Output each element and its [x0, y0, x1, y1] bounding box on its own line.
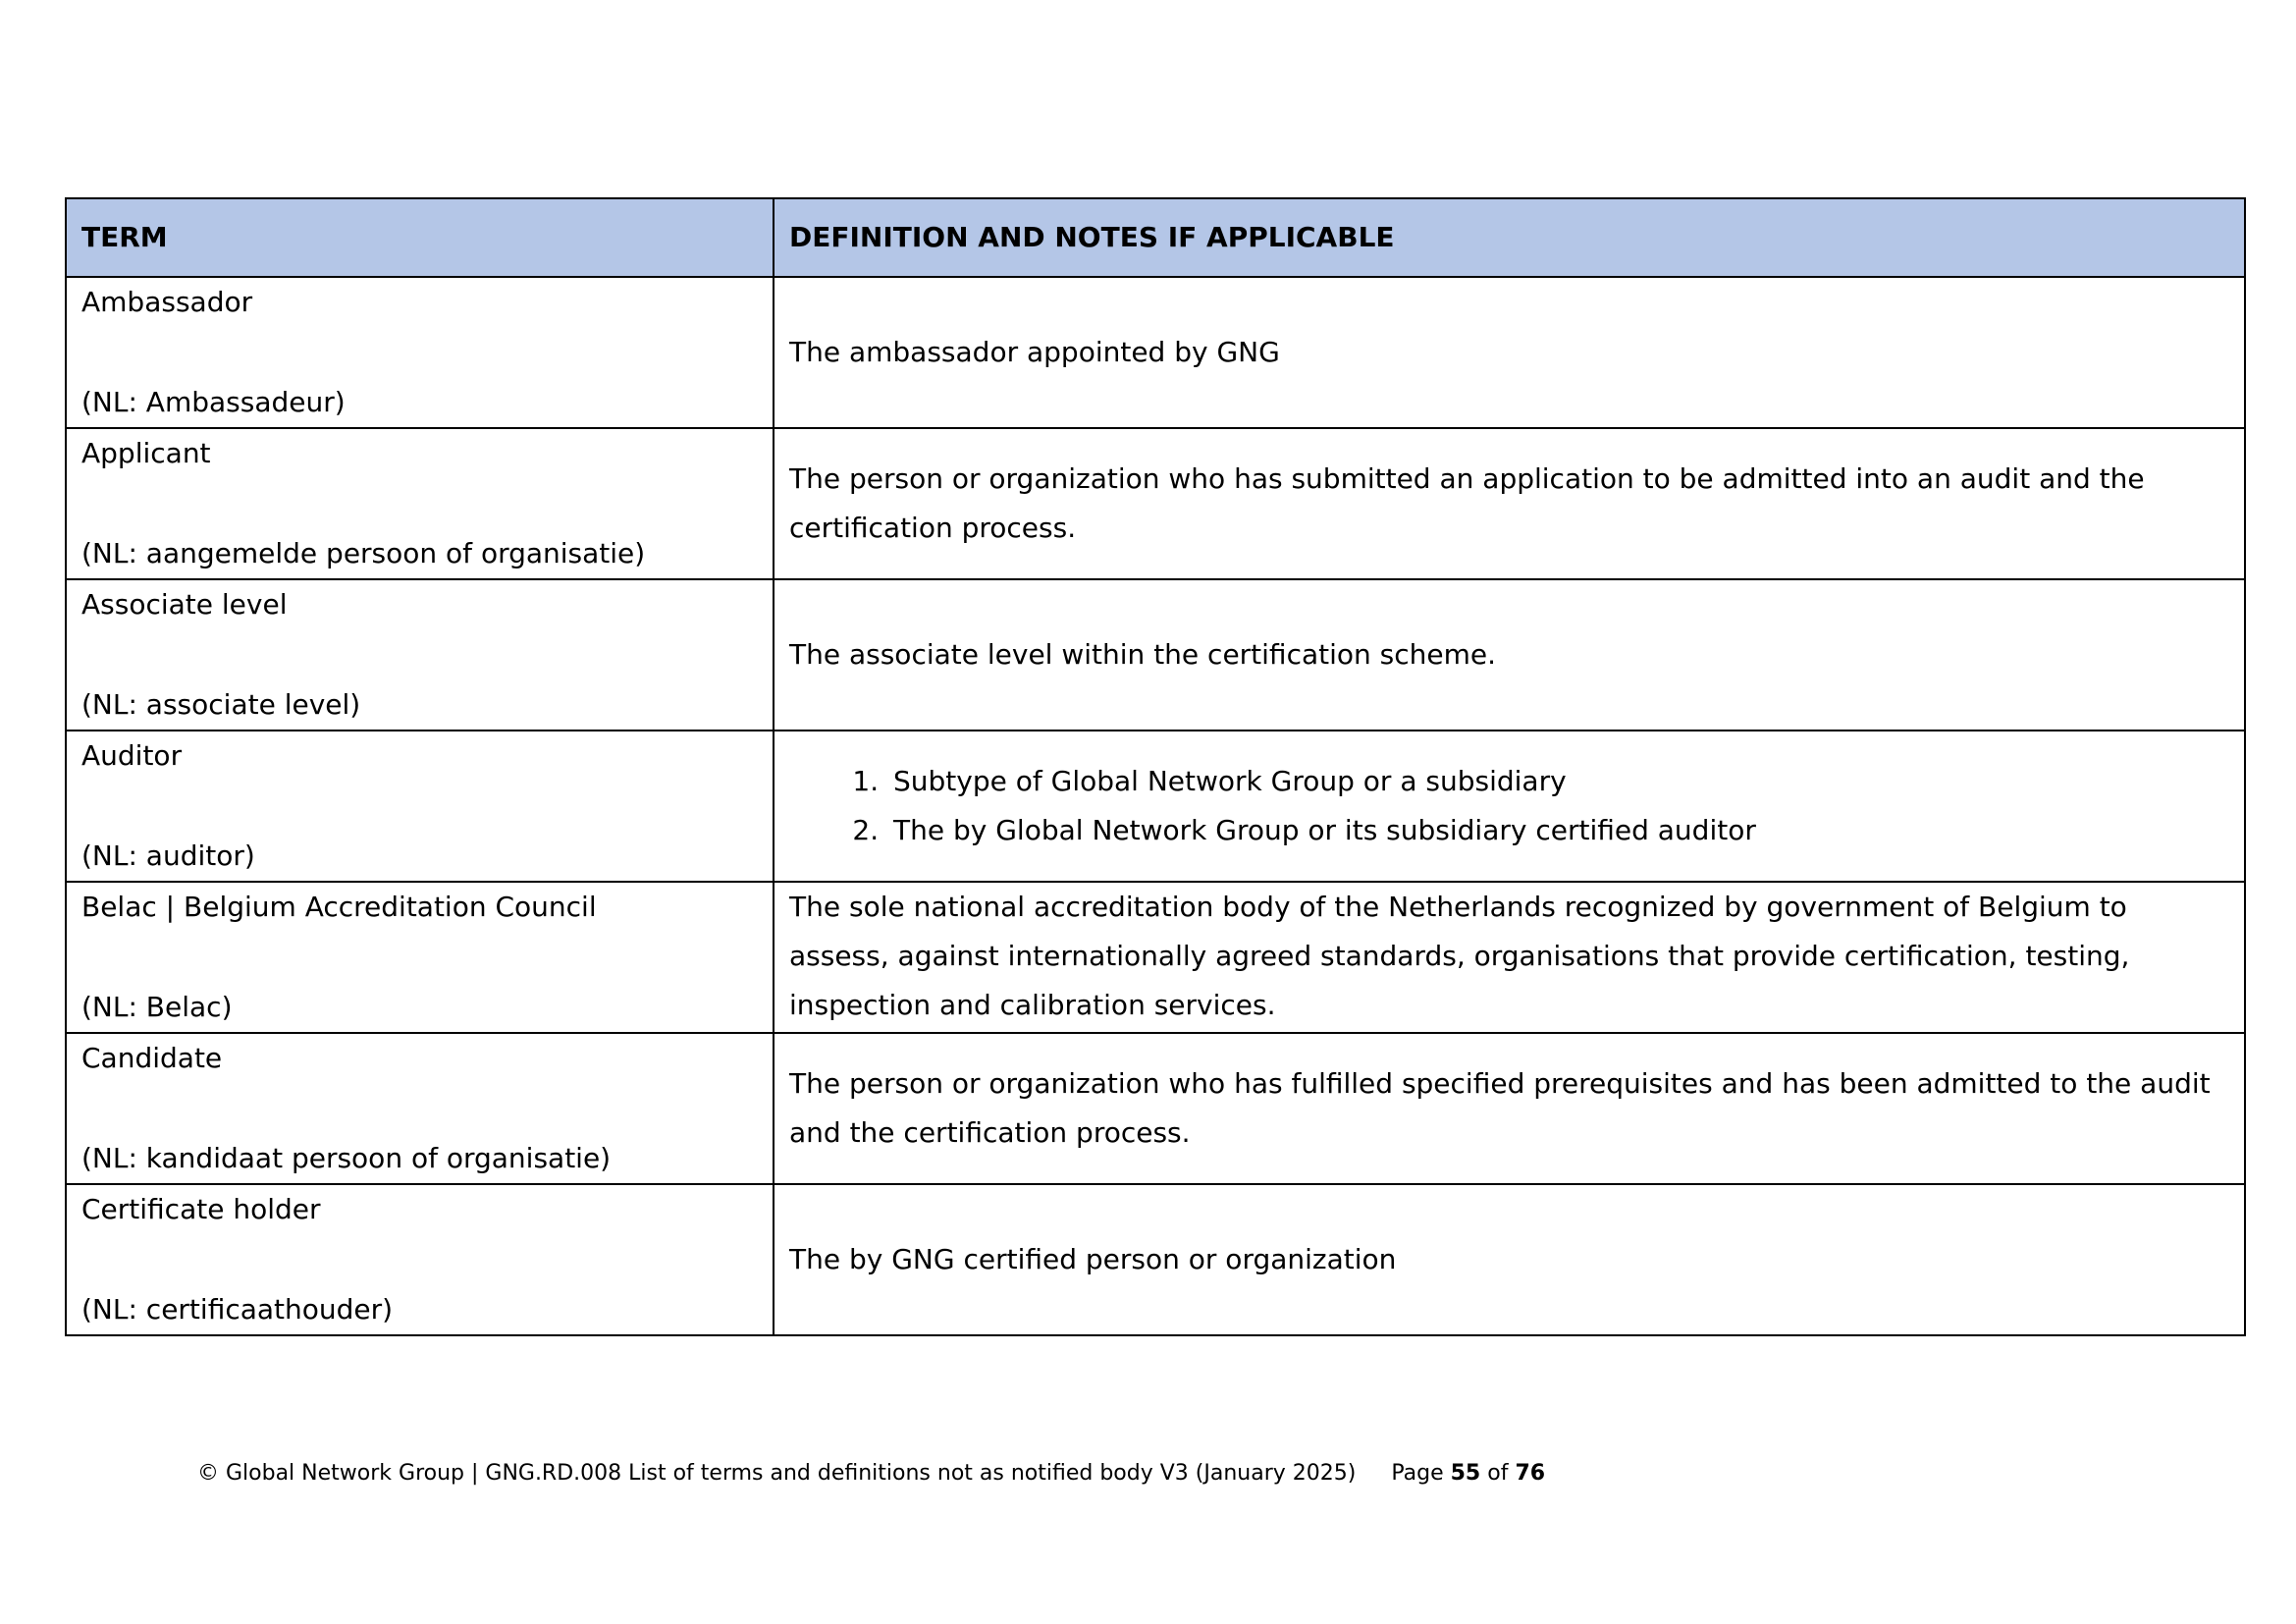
table-header-row [66, 198, 2245, 277]
term-nl-translation: (NL: aangemelde persoon of organisatie) [81, 537, 646, 569]
table-row [66, 882, 2245, 1033]
term-cell [66, 1033, 774, 1184]
header-term: TERM [66, 198, 774, 277]
term-name: Belac | Belgium Accreditation Council [81, 891, 597, 923]
page-current: 55 [1450, 1461, 1481, 1486]
term-cell [66, 882, 774, 1033]
term-nl-translation: (NL: kandidaat persoon of organisatie) [81, 1142, 612, 1174]
header-definition: DEFINITION AND NOTES IF APPLICABLE [774, 198, 2245, 277]
term-name: Ambassador [81, 286, 253, 318]
definition-cell [774, 731, 2245, 882]
definition-cell: The by GNG certified person or organization [774, 1184, 2245, 1335]
table-row [66, 428, 2245, 579]
footer-copyright: © Global Network Group | GNG.RD.008 List of terms and definitions not as notified body V3 (January 2025) [197, 1461, 1357, 1486]
definition-cell: The associate level within the certification scheme. [774, 579, 2245, 731]
term-cell [66, 731, 774, 882]
list-item: 1. Subtype of Global Network Group or a subsidiary [887, 757, 2229, 806]
term-cell [66, 579, 774, 731]
terms-table [65, 197, 2246, 1336]
page-number [1391, 1461, 1545, 1486]
term-name: Candidate [81, 1042, 223, 1074]
term-nl-translation: (NL: associate level) [81, 688, 361, 721]
term-nl-translation: (NL: auditor) [81, 839, 255, 872]
table-row [66, 1033, 2245, 1184]
page-footer [197, 1459, 1545, 1489]
page-label: Page [1391, 1461, 1444, 1486]
definition-cell: The sole national accreditation body of the Netherlands recognized by government of Belgium to assess, against internationally agreed standards, organisations that provide certification, testing, inspection and calibration services. [774, 882, 2245, 1033]
page-total: 76 [1515, 1461, 1546, 1486]
term-cell [66, 277, 774, 428]
term-nl-translation: (NL: Belac) [81, 991, 233, 1023]
term-name: Applicant [81, 437, 211, 469]
table-row [66, 277, 2245, 428]
term-name: Auditor [81, 739, 183, 772]
term-cell [66, 428, 774, 579]
table-row [66, 731, 2245, 882]
definition-cell: The person or organization who has submitted an application to be admitted into an audit and the certification process. [774, 428, 2245, 579]
term-nl-translation: (NL: certificaathouder) [81, 1293, 394, 1326]
term-cell [66, 1184, 774, 1335]
definition-list [789, 757, 2229, 855]
table-row [66, 579, 2245, 731]
term-name: Associate level [81, 588, 288, 621]
definition-cell: The person or organization who has fulfilled specified prerequisites and has been admitted to the audit and the certification process. [774, 1033, 2245, 1184]
definition-cell: The ambassador appointed by GNG [774, 277, 2245, 428]
term-name: Certificate holder [81, 1193, 321, 1225]
page-of: of [1487, 1461, 1509, 1486]
term-nl-translation: (NL: Ambassadeur) [81, 386, 346, 418]
list-item: 2. The by Global Network Group or its subsidiary certified auditor [887, 806, 2229, 855]
table-row [66, 1184, 2245, 1335]
